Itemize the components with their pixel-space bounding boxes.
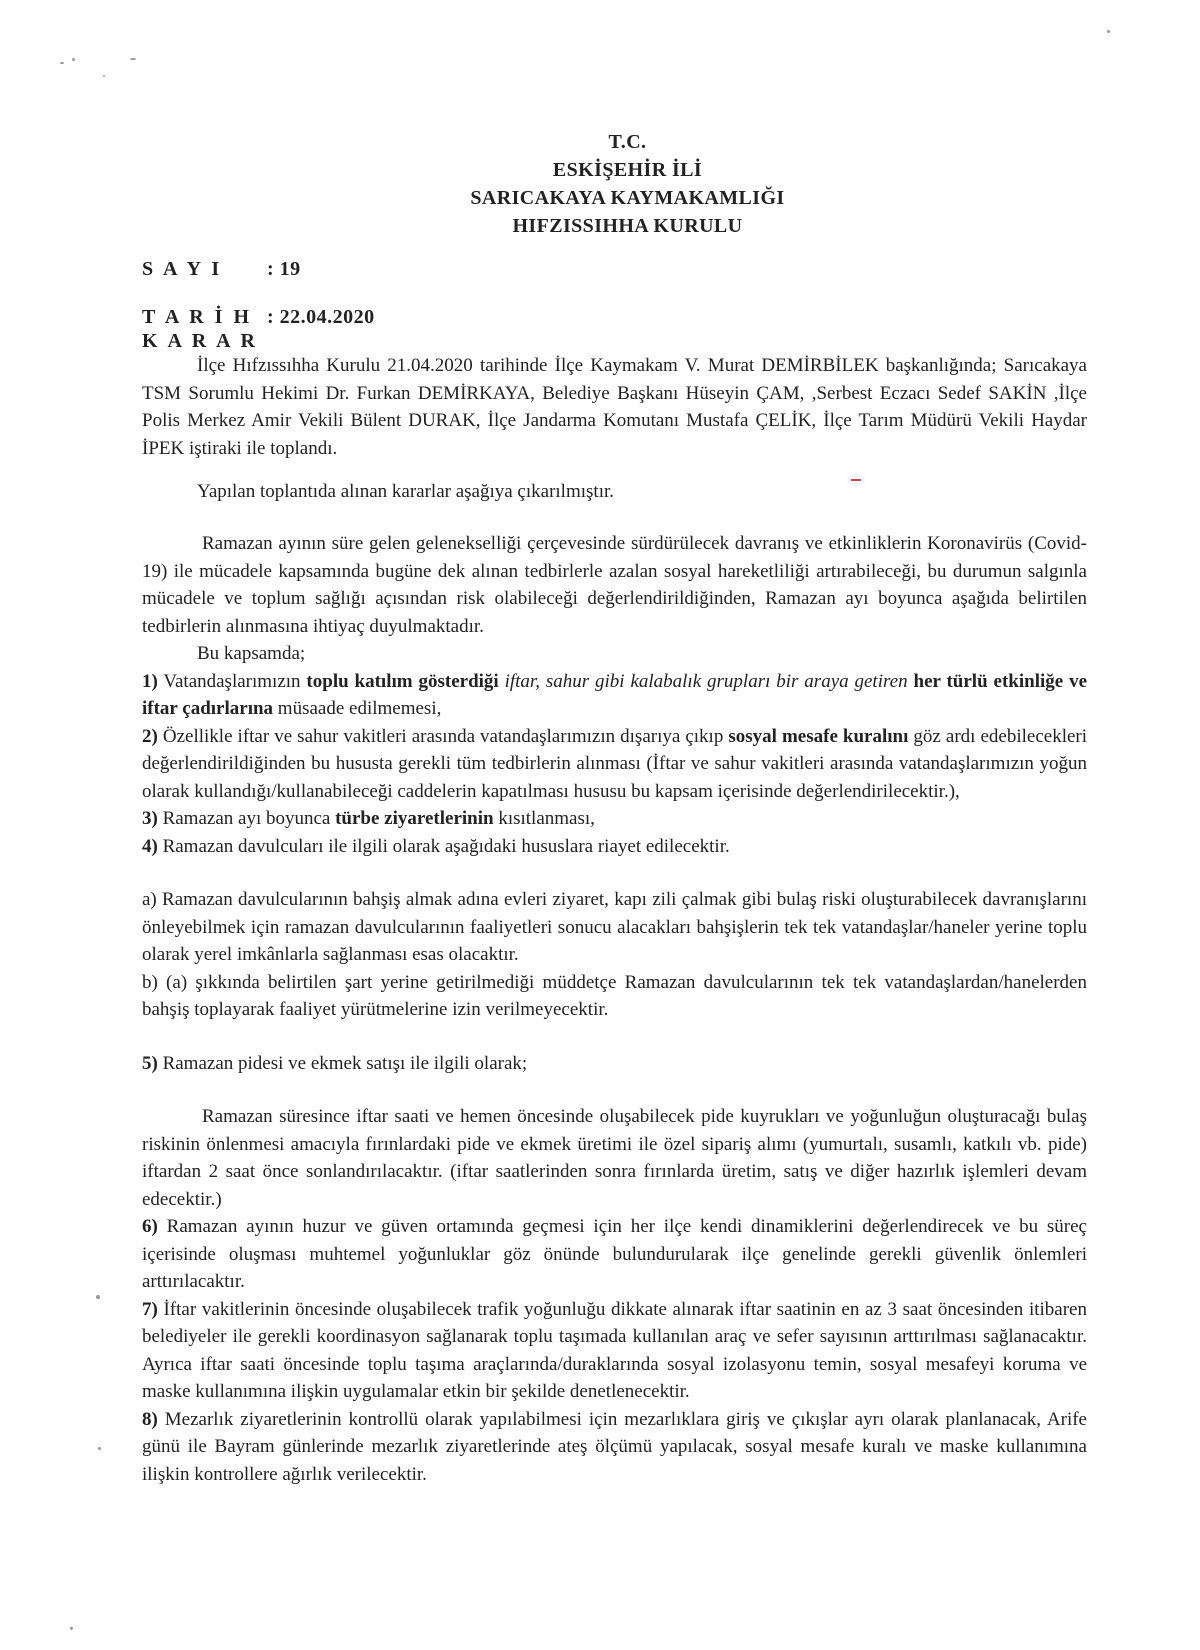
scan-speck — [1107, 30, 1110, 33]
item-6-text: Ramazan ayının huzur ve güven ortamında geçmesi için her ilçe kendi dinamiklerini değerlendirecek ve bu süreç içerisinde oluşması muhtemel yoğunluklar göz önünde bulundurularak ilçe genelinde gerekli güvenlik önlemleri arttırılacaktır. — [142, 1216, 1087, 1292]
item-5 — [142, 1050, 1087, 1078]
item-1-text: Vatandaşlarımızın — [157, 670, 307, 692]
item-5-number: 5) — [142, 1052, 158, 1074]
karar-row — [142, 330, 258, 353]
decisions-line: Yapılan toplantıda alınan kararlar aşağıya çıkarılmıştır. — [197, 481, 614, 502]
intro-paragraph: İlçe Hıfzıssıhha Kurulu 21.04.2020 tarihinde İlçe Kaymakam V. Murat DEMİRBİLEK başkanlığında; Sarıcakaya TSM Sorumlu Hekimi Dr. Furkan DEMİRKAYA, Belediye Başkanı Hüseyin ÇAM, ,Serbest Eczacı Sedef SAKİN ,İlçe Polis Merkez Amir Vekili Bülent DURAK, İlçe Jandarma Komutanı Mustafa ÇELİK, İlçe Tarım Müdürü Vekili Haydar İPEK iştiraki ile toplandı. — [142, 355, 1087, 459]
scan-speck — [60, 62, 64, 64]
item-5-text: Ramazan pidesi ve ekmek satışı ile ilgili olarak; — [157, 1052, 528, 1074]
item-7 — [142, 1296, 1087, 1406]
scan-speck — [98, 1447, 101, 1450]
header-line-province: ESKİŞEHİR İLİ — [552, 159, 703, 181]
scan-speck — [103, 75, 105, 77]
scan-speck — [96, 1295, 100, 1299]
pide-paragraph: Ramazan süresince iftar saati ve hemen öncesinde oluşabilecek pide kuyrukları ve yoğunluğun oluşturacağı bulaş riskinin önlenmesi amacıyla fırınlardaki pide ve ekmek üretimi ile özel sipariş alımı (yumurtalı, susamlı, katkılı vb. pide) iftardan 2 saat önce sonlandırılacaktır. (iftar saatlerinden sonra fırınlarda üretim, satış ve diğer hazırlık işlemleri devam edecektir.) — [142, 1106, 1087, 1210]
item-4a: a) Ramazan davulcularının bahşiş almak adına evleri ziyaret, kapı zili çalmak gibi bulaş riski oluşturabilecek davranışlarını önleyebilmek için ramazan davulcularının faaliyetleri sonucu alacakları bahşişlerin tek tek vatandaşlar/haneler yerine toplu olarak yerel imkânlarla sağlanması esas olacaktır. — [142, 889, 1087, 965]
item-2-text: Özellikle iftar ve sahur vakitleri arasında vatandaşlarımızın dışarıya çıkıp — [157, 725, 729, 747]
ramadan-paragraph: Ramazan ayının süre gelen gelenekselliği çerçevesinde sürdürülecek davranış ve etkinliklerin Koronavirüs (Covid-19) ile mücadele kapsamında bugüne dek alınan tedbirlerle azalan sosyal hareketliliği artırabileceği, bu durumun salgınla mücadele ve toplum sağlığı açısından risk olabileceği değerlendirildiğinden, Ramazan ayı boyunca aşağıda belirtilen tedbirlerin alınmasına ihtiyaç duyulmaktadır. — [142, 533, 1087, 637]
item-6 — [142, 1213, 1087, 1296]
tarih-row — [142, 306, 375, 329]
item-8 — [142, 1406, 1087, 1489]
item-3-text-end: kısıtlanması, — [493, 808, 595, 829]
item-1-bold-2: her türlü etkinliğe ve iftar çadırlarına — [142, 670, 1088, 719]
item-3-number: 3) — [142, 808, 158, 829]
item-1-number: 1) — [142, 670, 158, 692]
item-3 — [142, 805, 1087, 833]
header-line-board: HIFZISSIHHA KURULU — [512, 215, 743, 237]
item-7-number: 7) — [142, 1298, 158, 1320]
intro-section — [142, 352, 1087, 462]
item-1-text-end: müsaade edilmemesi, — [273, 698, 442, 719]
item-2-bold: sosyal mesafe kuralını — [728, 725, 909, 747]
header-line-district: SARICAKAYA KAYMAKAMLIĞI — [470, 187, 785, 209]
document-header — [0, 128, 1200, 240]
item-2-text-end: göz ardı edebilecekleri değerlendirildiğinden bu hususta gerekli tüm tedbirlerin alınması (İftar ve sahur vakitleri arasında vatandaşlarımızın yoğun olarak kullandığı/kullanabileceği caddelerin kapatılması hususu bu kapsam içerisinde değerlendirilecektir.), — [142, 725, 1088, 802]
item-4-text: Ramazan davulcuları ile ilgili olarak aşağıdaki hususlara riayet edilecektir. — [157, 835, 730, 857]
header-line-tc: T.C. — [608, 131, 647, 153]
tarih-label: T A R İ H — [142, 306, 252, 328]
scan-speck — [70, 1627, 73, 1630]
sayi-label: S A Y I — [142, 258, 223, 280]
scope-line: Bu kapsamda; — [197, 643, 306, 664]
karar-label: K A R A R — [142, 330, 258, 352]
scan-speck — [72, 58, 75, 61]
item-7-text: İftar vakitlerinin öncesinde oluşabilecek trafik yoğunluğu dikkate alınarak iftar saatinin en az 3 saat öncesinden itibaren belediyeler ile gerekli koordinasyon sağlanarak toplu taşımada kullanılan araç ve sefer sayısının arttırılması sağlanacaktır. Ayrıca iftar saati öncesinde toplu taşıma araçlarında/duraklarında sosyal izolasyonu temin, sosyal mesafeyi koruma ve maske kullanımına ilişkin uygulamalar etkin bir şekilde denetlenecektir. — [142, 1298, 1087, 1402]
item-6-number: 6) — [142, 1216, 158, 1237]
item-8-number: 8) — [142, 1408, 158, 1430]
tarih-value: : 22.04.2020 — [267, 306, 375, 328]
main-section — [142, 530, 1087, 1488]
item-2 — [142, 723, 1087, 806]
sayi-row — [142, 258, 301, 281]
item-4b: b) (a) şıkkında belirtilen şart yerine getirilmediği müddetçe Ramazan davulcularının tek tek vatandaşlardan/hanelerden bahşiş toplayarak faaliyet yürütmelerine izin verilmeyecektir. — [142, 971, 1087, 1020]
item-8-text: Mezarlık ziyaretlerinin kontrollü olarak yapılabilmesi için mezarlıklara giriş ve çıkışlar ayrı olarak planlanacak, Arife günü ile Bayram günlerinde mezarlık ziyaretlerinde ateş ölçümü yapılacak, sosyal mesafe kuralı ve maske kullanımına ilişkin kontrollere ağırlık verilecektir. — [142, 1408, 1087, 1485]
sayi-value: : 19 — [267, 258, 301, 280]
scan-speck — [130, 58, 136, 60]
item-1 — [142, 668, 1087, 723]
item-4 — [142, 833, 1087, 861]
item-4-number: 4) — [142, 835, 158, 857]
item-2-number: 2) — [142, 725, 158, 747]
item-1-italic: iftar, sahur gibi kalabalık grupları bir araya getiren — [498, 670, 908, 692]
decisions-line-section — [142, 478, 1087, 506]
item-3-bold: türbe ziyaretlerinin — [335, 808, 494, 829]
item-1-bold: toplu katılım gösterdiği — [306, 670, 499, 692]
item-3-text: Ramazan ayı boyunca — [157, 808, 336, 829]
